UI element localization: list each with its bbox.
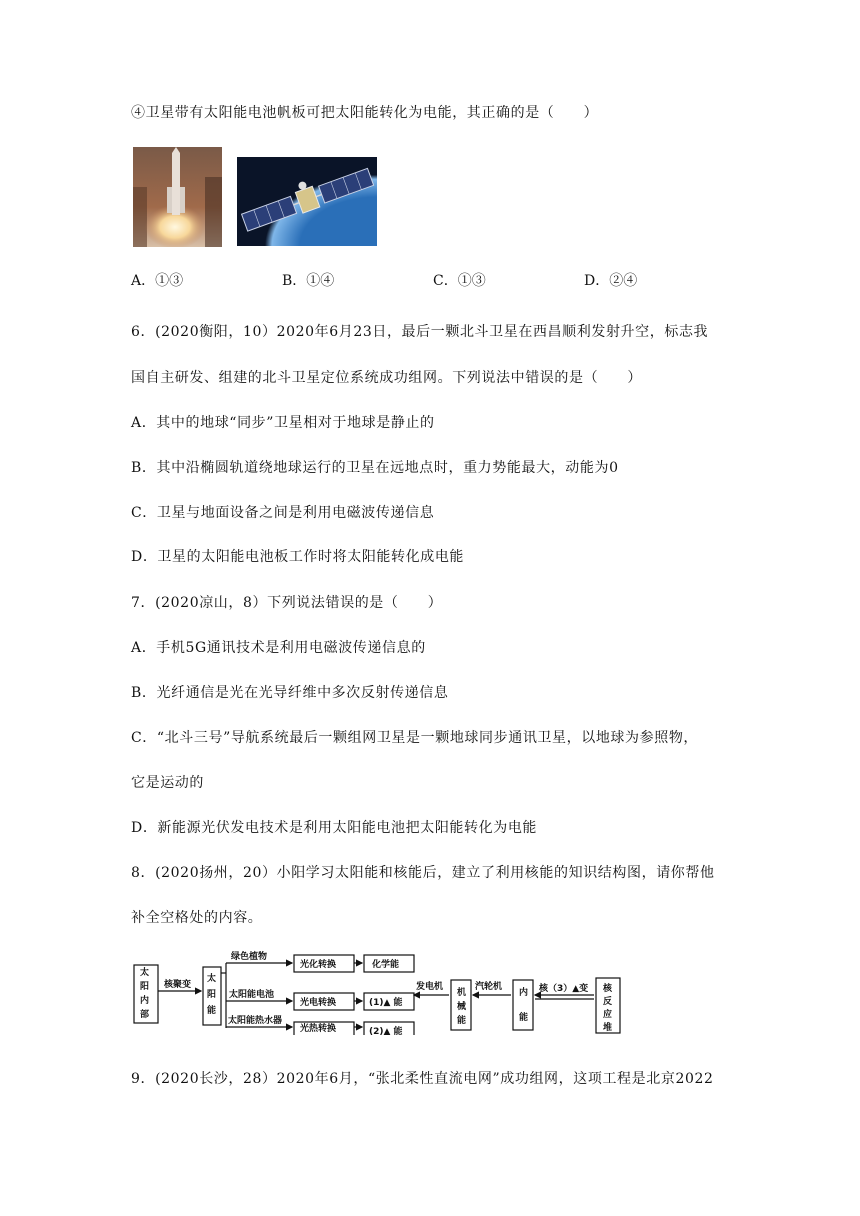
rocket-launch-photo (133, 147, 222, 247)
generator-label: 发电机 (416, 982, 444, 992)
fusion-label: 核聚变 (164, 980, 192, 990)
q7-option-d[interactable]: D．新能源光伏发电技术是利用太阳能电池把太阳能转化为电能 (131, 820, 538, 836)
svg-text:阳: 阳 (140, 982, 150, 992)
q6-option-b[interactable]: B．其中沿椭圆轨道绕地球运行的卫星在远地点时，重力势能最大，动能为0 (131, 460, 619, 476)
mechanical-label: 机 (457, 988, 467, 998)
reactor-label: 核 (603, 984, 613, 994)
q6-stem-line1: 6．(2020衡阳，10）2020年6月23日，最后一颗北斗卫星在西昌顺利发射升空，标志我 (131, 324, 709, 340)
svg-text:能: 能 (519, 1013, 529, 1023)
q5-option-b[interactable]: B．①④ (282, 273, 335, 289)
q7-option-c-line2[interactable]: 它是运动的 (131, 775, 204, 791)
q8-stem-line1: 8．(2020扬州，20）小阳学习太阳能和核能后，建立了利用核能的知识结构图，请你帮他 (131, 865, 715, 881)
q6-option-c[interactable]: C．卫星与地面设备之间是利用电磁波传递信息 (131, 505, 435, 521)
q8-stem-line2: 补全空格处的内容。 (131, 910, 263, 926)
blank1-label: (1)▲ 能 (369, 998, 403, 1008)
chemical-label: 化学能 (372, 960, 400, 970)
svg-text:能: 能 (207, 1006, 217, 1016)
photothermal-label: 光热转换 (300, 1024, 337, 1034)
blank2-label: (2)▲ 能 (369, 1027, 403, 1035)
q7-stem: 7．(2020凉山，8）下列说法错误的是（ ） (131, 595, 443, 611)
satellite-photo (237, 157, 377, 246)
q7-option-c-line1[interactable]: C．“北斗三号”导航系统最后一颗组网卫星是一颗地球同步通讯卫星，以地球为参照物， (131, 730, 699, 746)
q9-stem-line1: 9．(2020长沙，28）2020年6月，“张北柔性直流电网”成功组网，这项工程是北京2022 (131, 1071, 714, 1087)
solar-heater-label: 太阳能热水器 (228, 1016, 283, 1026)
svg-text:部: 部 (140, 1010, 150, 1020)
svg-text:内: 内 (140, 996, 150, 1006)
q5-option-d[interactable]: D．②④ (584, 273, 638, 289)
q7-option-a[interactable]: A．手机5G通讯技术是利用电磁波传递信息的 (131, 640, 426, 656)
solar-cell-label: 太阳能电池 (229, 990, 275, 1000)
internal-label: 内 (519, 988, 529, 998)
q6-option-d[interactable]: D．卫星的太阳能电池板工作时将太阳能转化成电能 (131, 549, 465, 565)
nuclear-energy-diagram (131, 945, 731, 1035)
q6-stem-line2: 国自主研发、组建的北斗卫星定位系统成功组网。下列说法中错误的是（ ） (131, 370, 642, 386)
svg-text:应: 应 (603, 1010, 613, 1020)
turbine-label: 汽轮机 (475, 982, 503, 992)
q5-stem-tail: ④卫星带有太阳能电池帆板可把太阳能转化为电能，其正确的是（ ） (131, 105, 599, 121)
photoelec-label: 光电转换 (300, 998, 337, 1008)
q7-option-b[interactable]: B．光纤通信是光在光导纤维中多次反射传递信息 (131, 685, 449, 701)
sun-interior-label: 太 (140, 968, 150, 978)
q5-option-c[interactable]: C．①③ (433, 273, 486, 289)
photochem-label: 光化转换 (300, 960, 337, 970)
q5-option-a[interactable]: A．①③ (131, 273, 184, 289)
svg-text:械: 械 (457, 1002, 467, 1012)
green-plants-label: 绿色植物 (231, 952, 268, 962)
nuclear-blank-label: 核（3）▲变 (539, 984, 589, 994)
solar-energy-label: 太 (207, 974, 217, 984)
svg-text:阳: 阳 (207, 990, 217, 1000)
svg-text:反: 反 (603, 997, 613, 1007)
svg-text:堆: 堆 (603, 1023, 613, 1033)
q6-option-a[interactable]: A．其中的地球“同步”卫星相对于地球是静止的 (131, 415, 435, 431)
svg-text:能: 能 (457, 1016, 467, 1026)
